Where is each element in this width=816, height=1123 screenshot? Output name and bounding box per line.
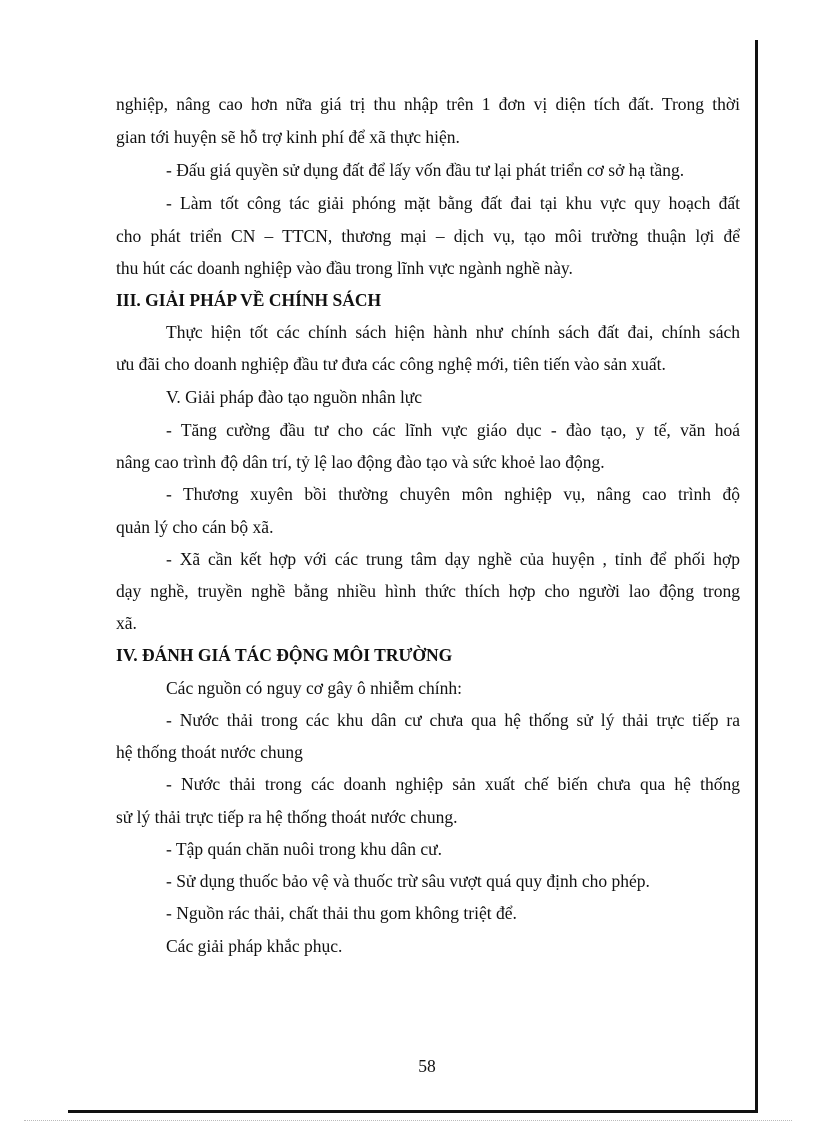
body-line: nghiệp, nâng cao hơn nữa giá trị thu nhập trên 1 đơn vị diện tích đất. Trong thời [116,94,740,114]
body-line: ưu đãi cho doanh nghiệp đầu tư đưa các công nghệ mới, tiên tiến vào sản xuất. [116,354,666,374]
subsection-heading-v: V. Giải pháp đào tạo nguồn nhân lực [166,387,423,407]
body-line: hệ thống thoát nước chung [116,742,303,762]
body-line: Các nguồn có nguy cơ gây ô nhiễm chính: [166,678,462,698]
body-line: - Tập quán chăn nuôi trong khu dân cư. [166,839,442,859]
body-line: xã. [116,613,137,633]
body-line: dạy nghề, truyền nghề bằng nhiều hình thức thích hợp cho người lao động trong [116,581,740,601]
body-line: quản lý cho cán bộ xã. [116,517,274,537]
body-line: gian tới huyện sẽ hỗ trợ kinh phí để xã thực hiện. [116,127,460,147]
bottom-dotted-rule [24,1120,792,1121]
body-line: - Làm tốt công tác giải phóng mặt bằng đất đai tại khu vực quy hoạch đất [166,193,740,213]
body-line: thu hút các doanh nghiệp vào đầu trong lĩnh vực ngành nghề này. [116,258,573,278]
body-line: - Tăng cường đầu tư cho các lĩnh vực giáo dục - đào tạo, y tế, văn hoá [166,420,740,440]
body-line: - Xã cần kết hợp với các trung tâm dạy nghề của huyện , tỉnh để phối hợp [166,549,740,569]
body-line: - Nước thải trong các doanh nghiệp sản xuất chế biến chưa qua hệ thống [166,774,740,794]
body-line: - Đấu giá quyền sử dụng đất để lấy vốn đầu tư lại phát triển cơ sở hạ tầng. [166,160,685,180]
section-heading-iv: IV. ĐÁNH GIÁ TÁC ĐỘNG MÔI TRƯỜNG [116,645,453,665]
body-line: - Thương xuyên bồi thường chuyên môn nghiệp vụ, nâng cao trình độ [166,484,740,504]
body-line: - Sử dụng thuốc bảo vệ và thuốc trừ sâu vượt quá quy định cho phép. [166,871,650,891]
page-number: 58 [418,1056,436,1076]
body-line: sử lý thải trực tiếp ra hệ thống thoát nước chung. [116,807,458,827]
body-line: Thực hiện tốt các chính sách hiện hành như chính sách đất đai, chính sách [166,322,740,342]
body-line: cho phát triển CN – TTCN, thương mại – dịch vụ, tạo môi trường thuận lợi để [116,226,740,246]
body-line: nâng cao trình độ dân trí, tỷ lệ lao động đào tạo và sức khoẻ lao động. [116,452,605,472]
section-heading-iii: III. GIẢI PHÁP VỀ CHÍNH SÁCH [116,290,382,310]
body-line: - Nguồn rác thải, chất thải thu gom không triệt để. [166,903,517,923]
body-line: - Nước thải trong các khu dân cư chưa qua hệ thống sử lý thải trực tiếp ra [166,710,740,730]
body-line: Các giải pháp khắc phục. [166,936,343,956]
